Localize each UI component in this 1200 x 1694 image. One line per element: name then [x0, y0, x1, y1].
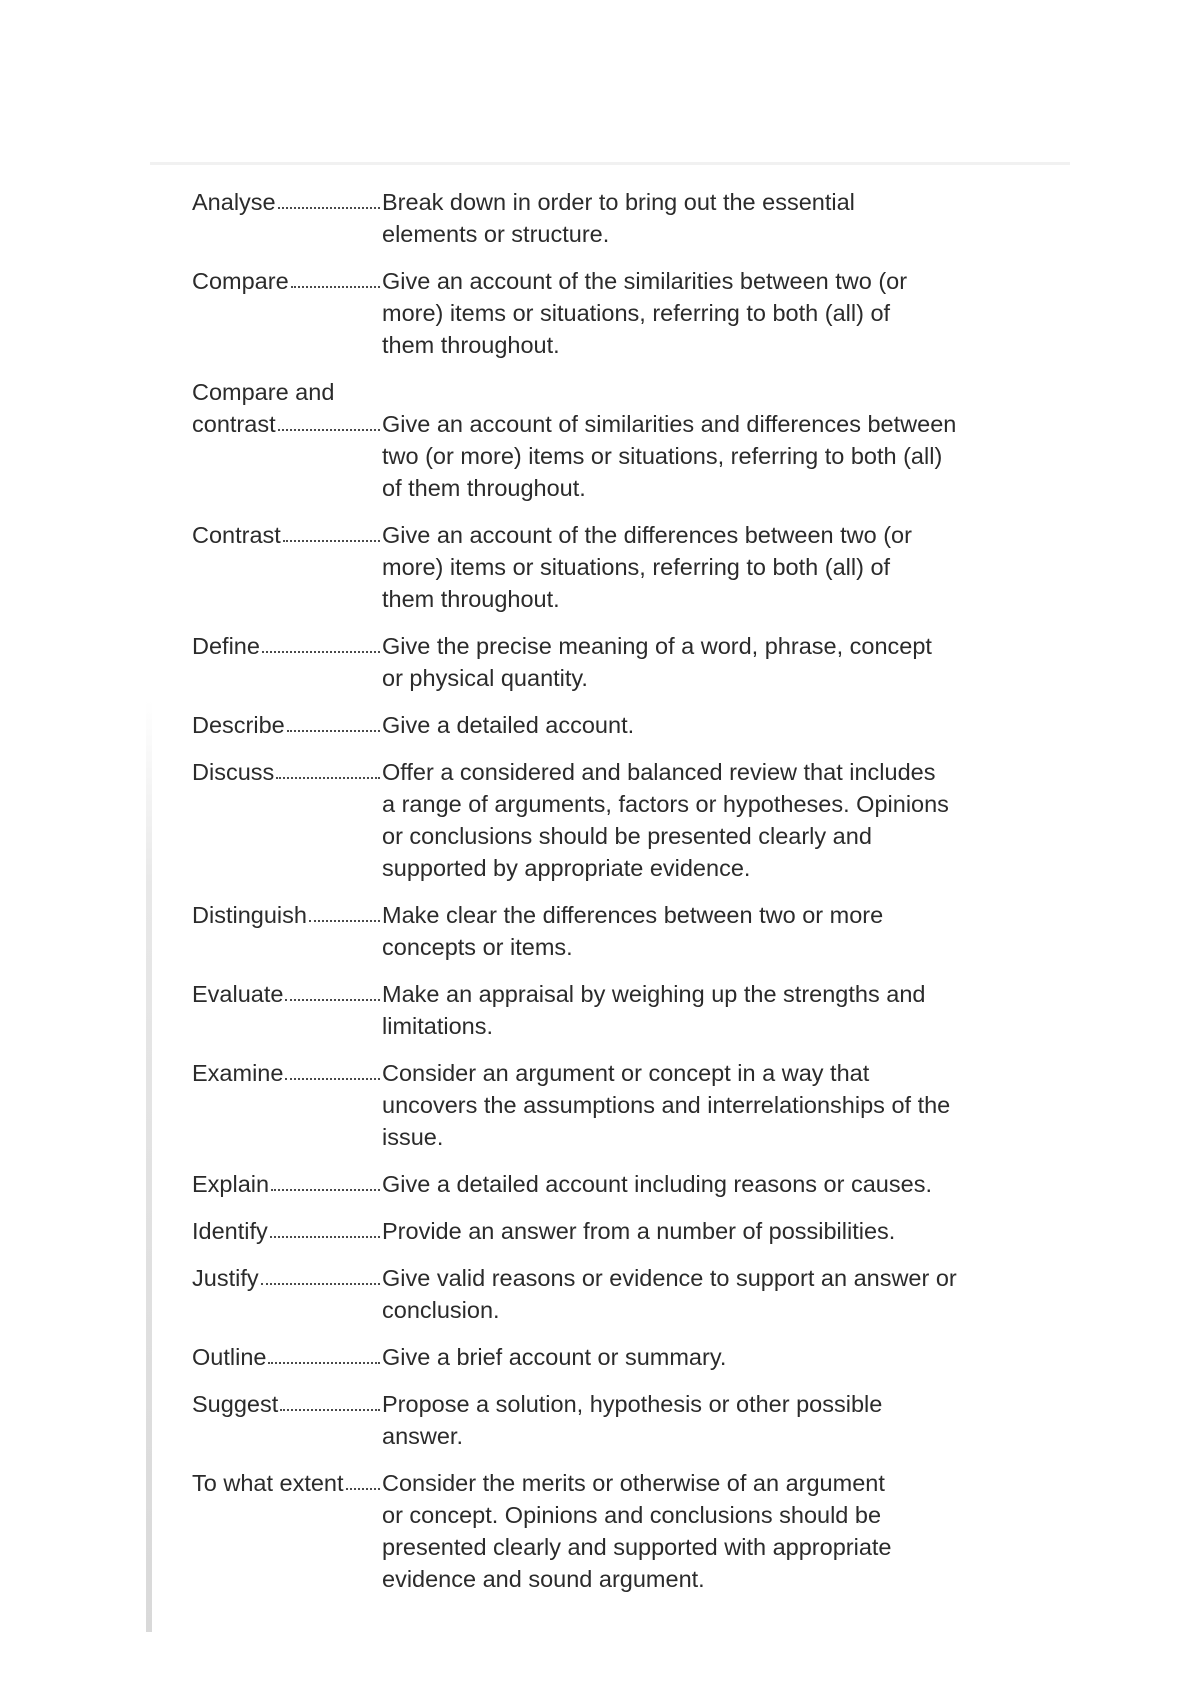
term-analyse: Analyse — [192, 189, 276, 215]
definition-distinguish: Make clear the differences between two or more concepts or items. — [382, 902, 884, 960]
term-discuss: Discuss — [192, 759, 275, 785]
glossary-entry-analyse — [192, 186, 1002, 250]
glossary-entry-discuss — [192, 756, 1002, 884]
glossary-entry-define — [192, 630, 1002, 694]
term-evaluate: Evaluate — [192, 981, 284, 1007]
dot-leader — [268, 1362, 380, 1364]
definition-discuss: Offer a considered and balanced review that includes a range of arguments, factors or hypotheses. Opinions or conclusions should be presented clearly and supported by appropriate evidence. — [382, 759, 949, 881]
dot-leader — [309, 920, 380, 922]
term-to-what-extent: To what extent — [192, 1470, 344, 1496]
term-justify: Justify — [192, 1265, 259, 1291]
term-explain: Explain — [192, 1171, 270, 1197]
term-define: Define — [192, 633, 260, 659]
glossary-entry-suggest — [192, 1388, 1002, 1452]
term-contrast-line2: contrast — [192, 411, 276, 437]
dot-leader — [271, 1189, 380, 1191]
dot-leader — [291, 286, 380, 288]
definition-compare-and-contrast: Give an account of similarities and differences between two (or more) items or situations, referring to both (all) of them throughout. — [382, 411, 957, 501]
glossary-entry-explain — [192, 1168, 1002, 1200]
definition-to-what-extent: Consider the merits or otherwise of an argument or concept. Opinions and conclusions should be presented clearly and supported with appropriate evidence and sound argument. — [382, 1470, 892, 1592]
dot-leader — [276, 777, 380, 779]
glossary-entry-justify — [192, 1262, 1002, 1326]
definition-identify: Provide an answer from a number of possibilities. — [382, 1218, 896, 1244]
definition-describe: Give a detailed account. — [382, 712, 635, 738]
glossary-entry-describe — [192, 709, 1002, 741]
definition-analyse: Break down in order to bring out the essential elements or structure. — [382, 189, 855, 247]
definition-contrast: Give an account of the differences between two (or more) items or situations, referring to both (all) of them throughout. — [382, 522, 912, 612]
glossary-entry-identify — [192, 1215, 1002, 1247]
page-left-edge-shadow — [146, 700, 152, 1632]
dot-leader — [285, 1078, 380, 1080]
glossary-entry-compare — [192, 265, 1002, 361]
term-identify: Identify — [192, 1218, 268, 1244]
term-describe: Describe — [192, 712, 285, 738]
term-suggest: Suggest — [192, 1391, 279, 1417]
dot-leader — [262, 651, 380, 653]
dot-leader — [287, 730, 380, 732]
term-contrast: Contrast — [192, 522, 281, 548]
definition-suggest: Propose a solution, hypothesis or other possible answer. — [382, 1391, 883, 1449]
glossary-entry-distinguish — [192, 899, 1002, 963]
dot-leader — [280, 1409, 380, 1411]
definition-outline: Give a brief account or summary. — [382, 1344, 727, 1370]
definition-define: Give the precise meaning of a word, phrase, concept or physical quantity. — [382, 633, 932, 691]
glossary-entry-evaluate — [192, 978, 1002, 1042]
dot-leader — [278, 429, 380, 431]
page-top-edge — [150, 162, 1070, 165]
dot-leader — [261, 1283, 380, 1285]
glossary-entry-examine — [192, 1057, 1002, 1153]
glossary-entry-outline — [192, 1341, 1002, 1373]
glossary-entry-contrast — [192, 519, 1002, 615]
dot-leader — [285, 999, 380, 1001]
dot-leader — [283, 540, 380, 542]
term-examine: Examine — [192, 1060, 284, 1086]
term-compare-and-line1: Compare and — [192, 379, 335, 405]
dot-leader — [278, 207, 380, 209]
definition-explain: Give a detailed account including reasons or causes. — [382, 1171, 932, 1197]
term-outline: Outline — [192, 1344, 267, 1370]
command-terms-glossary — [192, 186, 1002, 1610]
term-compare: Compare — [192, 268, 289, 294]
dot-leader — [346, 1488, 380, 1490]
glossary-entry-compare-and-contrast — [192, 376, 1002, 504]
definition-compare: Give an account of the similarities between two (or more) items or situations, referring to both (all) of them throughout. — [382, 268, 908, 358]
definition-evaluate: Make an appraisal by weighing up the strengths and limitations. — [382, 981, 926, 1039]
dot-leader — [270, 1236, 380, 1238]
glossary-entry-to-what-extent — [192, 1467, 1002, 1595]
definition-examine: Consider an argument or concept in a way that uncovers the assumptions and interrelationships of the issue. — [382, 1060, 951, 1150]
term-distinguish: Distinguish — [192, 902, 307, 928]
definition-justify: Give valid reasons or evidence to support an answer or conclusion. — [382, 1265, 957, 1323]
